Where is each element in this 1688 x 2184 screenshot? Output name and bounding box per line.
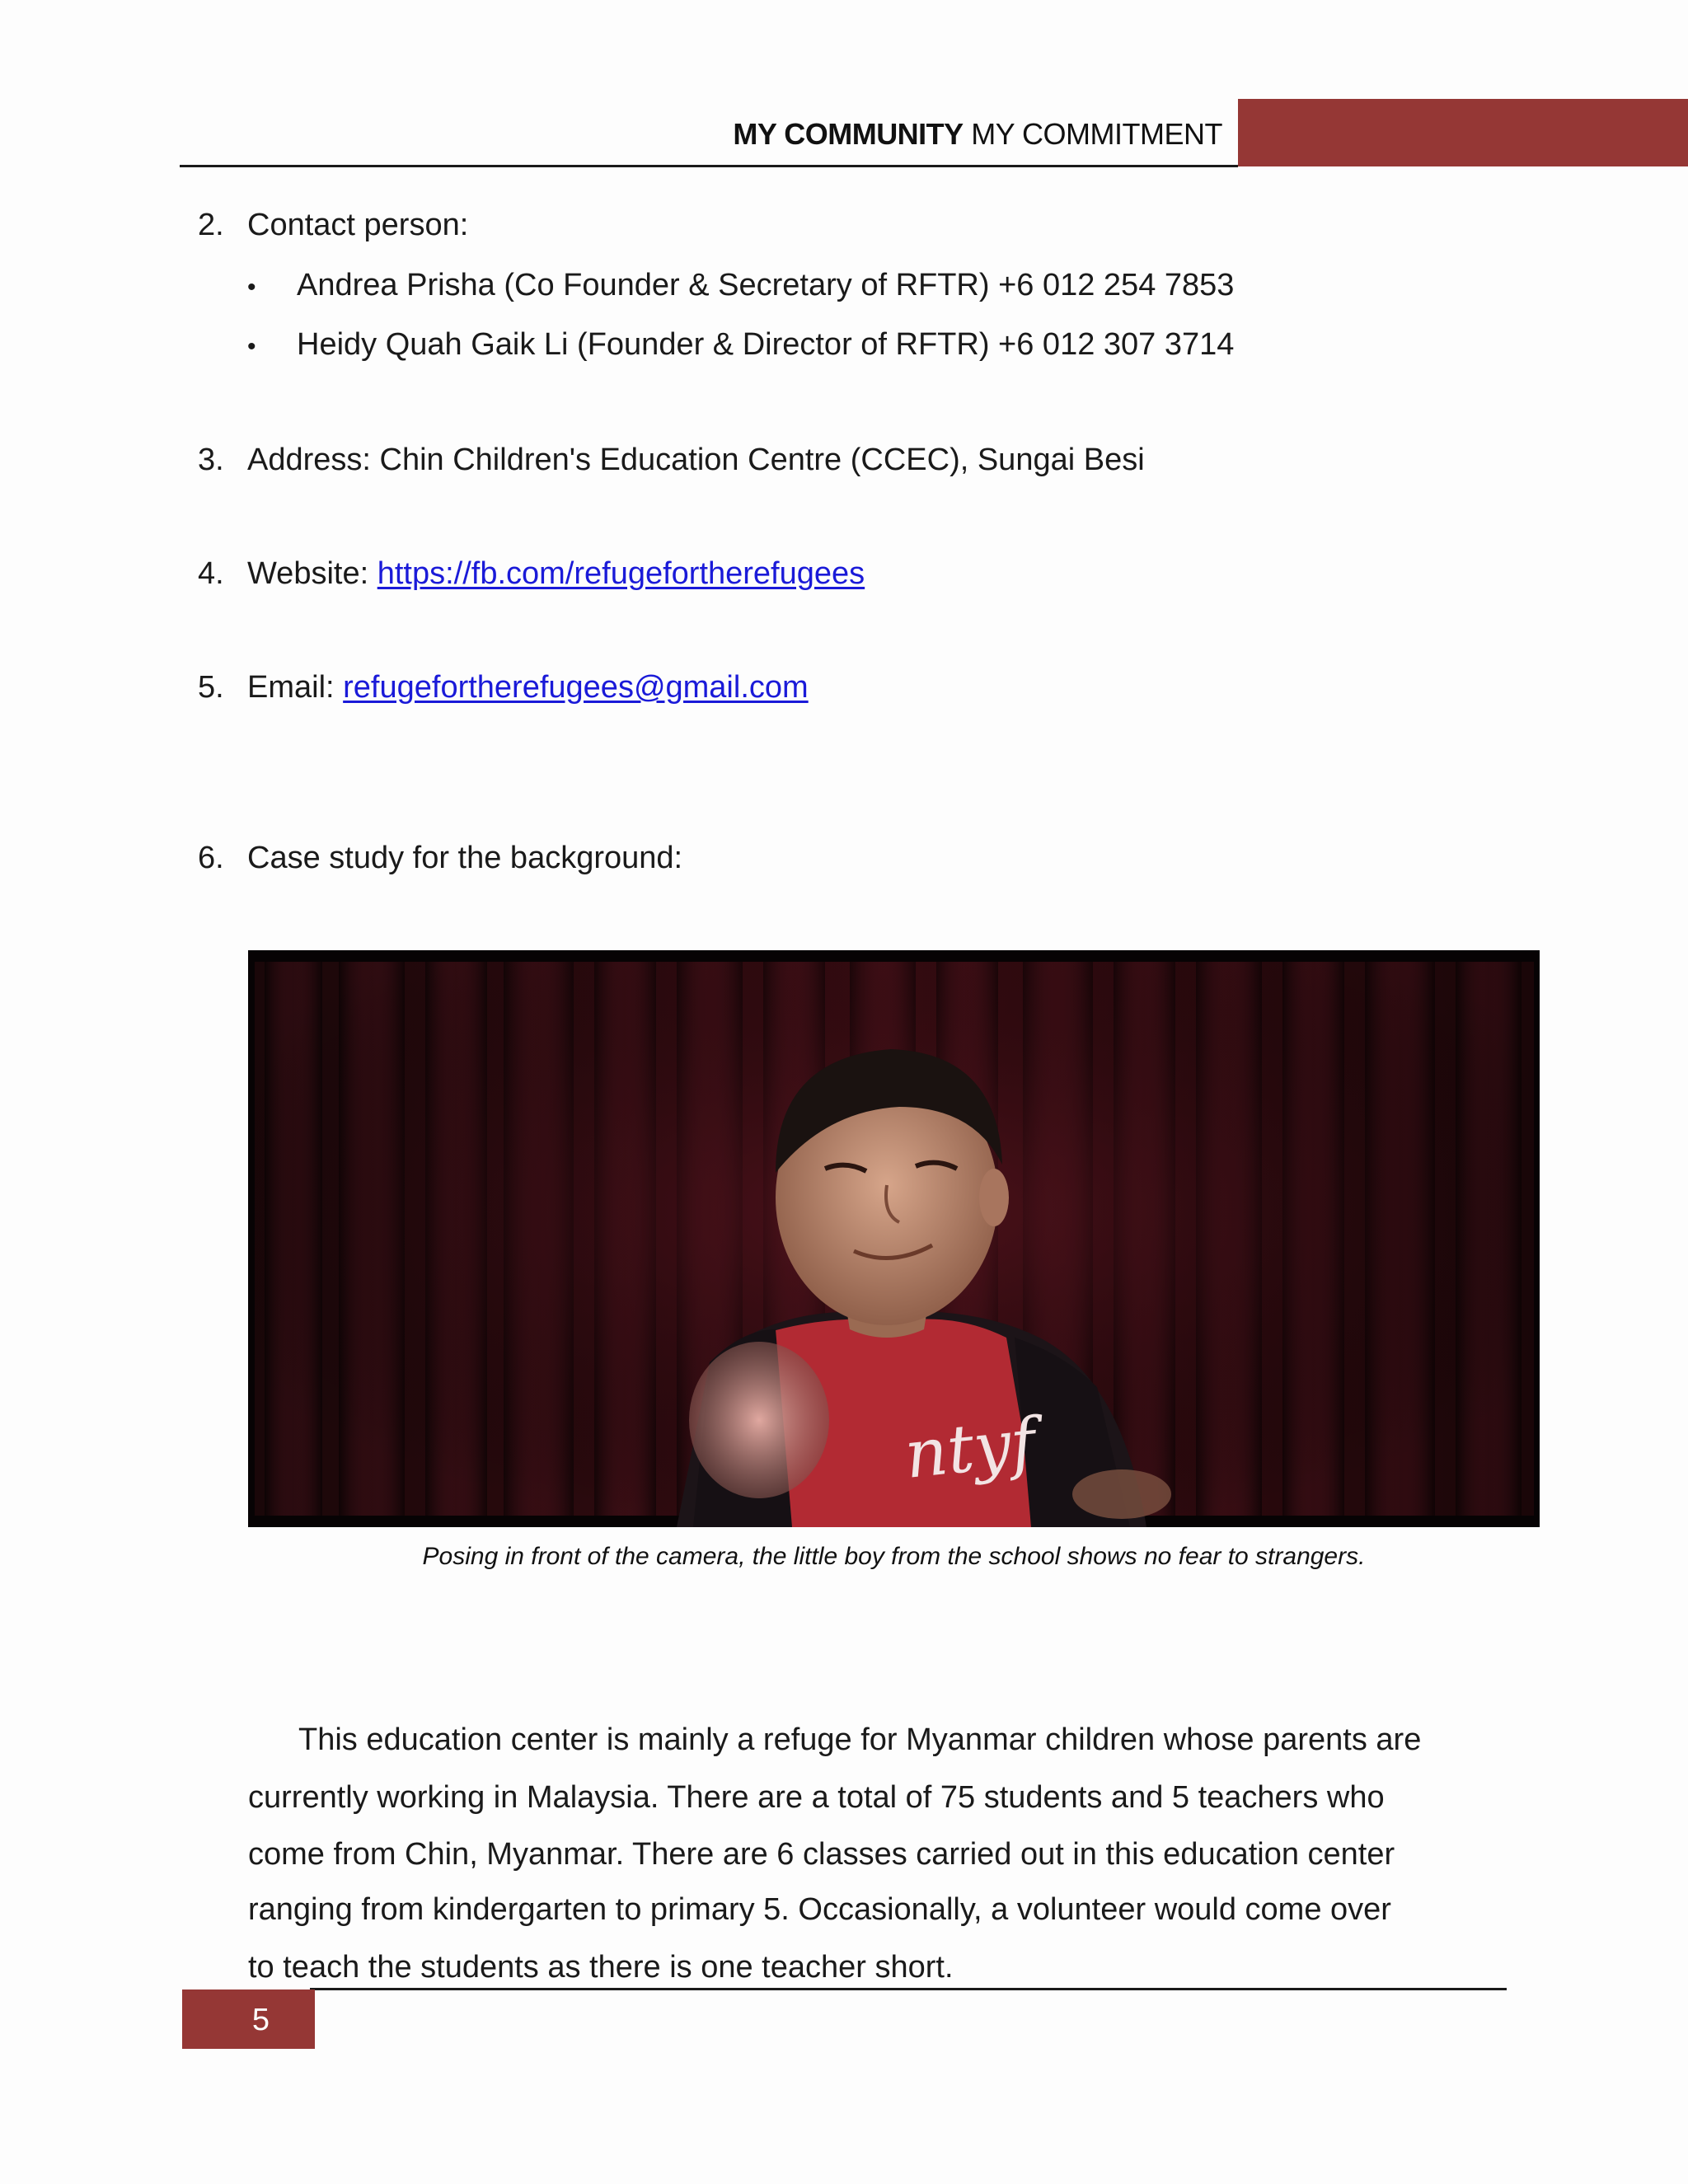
header-rule <box>180 165 1238 167</box>
contact-person-2 <box>247 327 1235 362</box>
contact-person-1 <box>247 268 1235 302</box>
paragraph-line: come from Chin, Myanmar. There are 6 classes carried out in this education center <box>248 1837 1395 1872</box>
list-number: 6. <box>198 841 224 875</box>
address-text: Address: Chin Children's Education Centre (CCEC), Sungai Besi <box>247 443 1145 477</box>
list-number: 3. <box>198 443 224 477</box>
paragraph-line: This education center is mainly a refuge for Myanmar children whose parents are <box>298 1722 1422 1757</box>
website-label: Website: <box>247 556 377 591</box>
footer-rule <box>310 1988 1507 1990</box>
list-item-email <box>198 672 809 703</box>
list-item-address <box>198 444 1145 476</box>
boy-photo-illustration <box>248 950 1540 1527</box>
bullet-icon: • <box>247 274 256 301</box>
list-number: 2. <box>198 208 224 242</box>
list-item-case-study <box>198 842 682 874</box>
header-title-bold: MY COMMUNITY <box>733 117 964 151</box>
contact-person-text: Heidy Quah Gaik Li (Founder & Director of RFTR) +6 012 307 3714 <box>297 327 1235 362</box>
bullet-icon: • <box>247 333 256 360</box>
case-study-photo <box>248 950 1540 1527</box>
contact-person-text: Andrea Prisha (Co Founder & Secretary of RFTR) +6 012 254 7853 <box>297 268 1235 302</box>
list-item-contact <box>198 209 468 241</box>
email-link[interactable]: refugefortherefugees@gmail.com <box>343 670 809 705</box>
list-item-website <box>198 558 865 589</box>
page-number-text: 5 <box>251 2003 270 2037</box>
paragraph-line: ranging from kindergarten to primary 5. Occasionally, a volunteer would come over <box>248 1892 1391 1927</box>
header-title-rest: MY COMMITMENT <box>963 117 1222 151</box>
running-header <box>733 117 1222 152</box>
header-accent-bar <box>1238 99 1688 166</box>
paragraph-line: to teach the students as there is one teacher short. <box>248 1950 954 1985</box>
website-link[interactable]: https://fb.com/refugefortherefugees <box>377 556 865 591</box>
case-study-label: Case study for the background: <box>247 841 683 875</box>
contact-label: Contact person: <box>247 208 469 242</box>
paragraph-line: currently working in Malaysia. There are a total of 75 students and 5 teachers who <box>248 1780 1385 1815</box>
list-number: 5. <box>198 670 224 705</box>
photo-caption: Posing in front of the camera, the little boy from the school shows no fear to strangers. <box>422 1543 1366 1570</box>
list-number: 4. <box>198 556 224 591</box>
page-number <box>182 2003 315 2038</box>
shirt-print: ntyf <box>901 1403 1039 1493</box>
email-label: Email: <box>247 670 344 705</box>
